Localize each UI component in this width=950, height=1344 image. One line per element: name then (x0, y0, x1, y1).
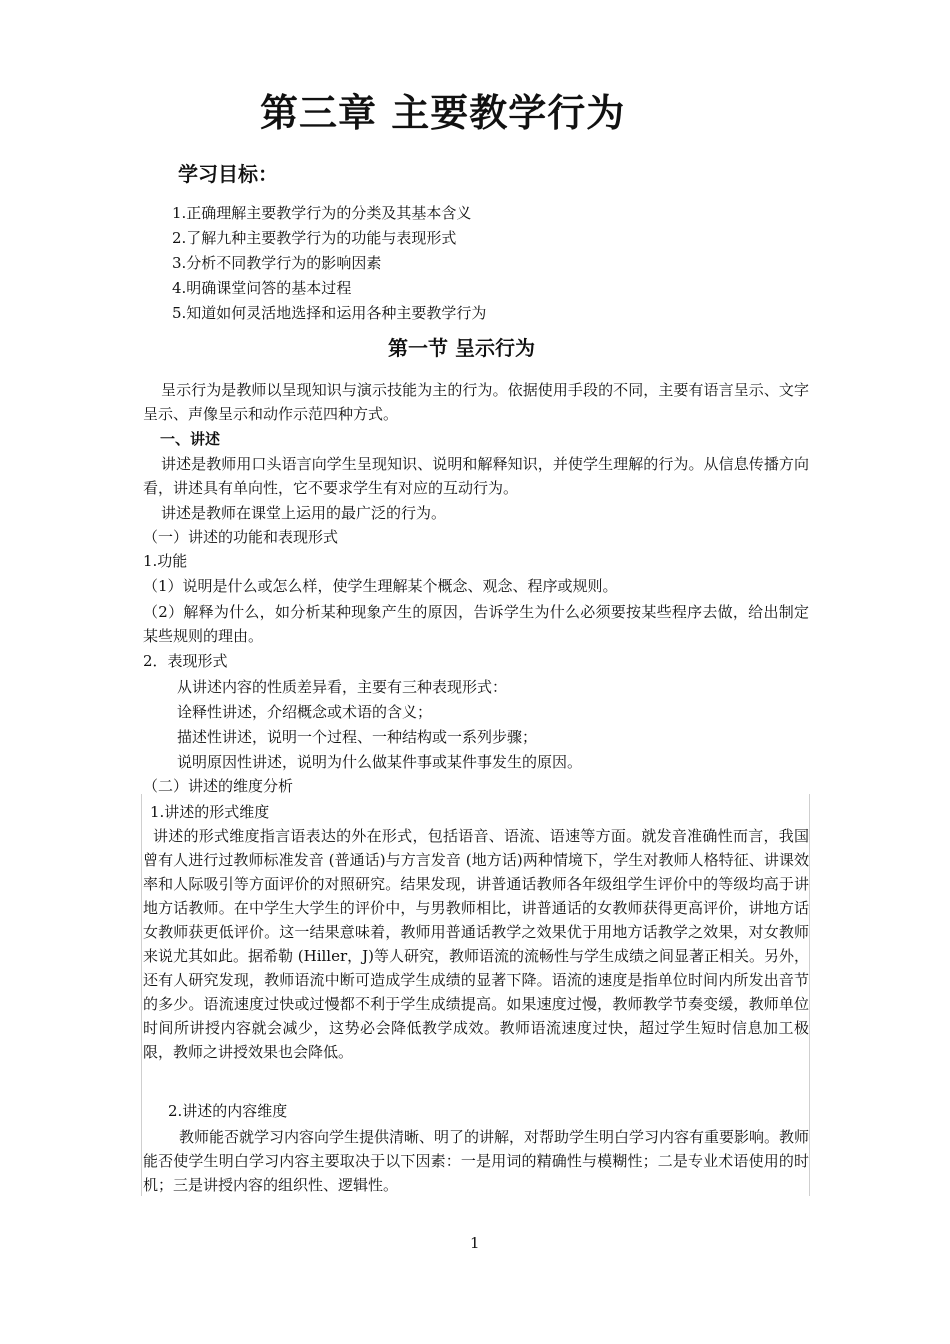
form-heading: 2．表现形式 (143, 652, 228, 670)
objective-item: 5.知道如何灵活地选择和运用各种主要教学行为 (172, 304, 487, 322)
form-item: 说明原因性讲述，说明为什么做某件事或某件事发生的原因。 (177, 753, 583, 771)
objectives-heading: 学习目标： (178, 162, 278, 186)
chapter-title: 第三章 主要教学行为 (260, 91, 626, 135)
page-number: 1 (470, 1234, 480, 1252)
subsection-heading: （一）讲述的功能和表现形式 (143, 528, 339, 546)
lecture-definition: 讲述是教师用口头语言向学生呈现知识、说明和解释知识，并使学生理解的行为。从信息传播方向看，讲述具有单向性，它不要求学生有对应的互动行为。 (143, 455, 809, 497)
section-title: 第一节 呈示行为 (388, 336, 535, 360)
dimension-paragraph: 讲述的形式维度指言语表达的外在形式，包括语音、语流、语速等方面。就发音准确性而言，我国曾有人进行过教师标准发音 (普通话)与方言发音 (地方话)两种情境下，学生对教师人格特征、讲课效率和人际吸引等方面评价的对照研究。结果发现，讲普通话教师各年级组学生评价中的等级均高于讲地方话教师。在中学生大学生的评价中，与男教师相比，讲普通话的女教师获得更高评价，讲地方话女教师获更低评价。这一结果意味着，教师用普通话教学之效果优于用地方话教学之效果，对女教师来说尤其如此。据希勒 (Hiller，J)等人研究，教师语流的流畅性与学生成绩之间显著正相关。另外，还有人研究发现，教师语流中断可造成学生成绩的显著下降。语流的速度是指单位时间内所发出音节的多少。语流速度过快或过慢都不利于学生成绩提高。如果速度过慢，教师教学节奏变缓，教师单位时间所讲授内容就会减少，这势必会降低教学成效。教师语流速度过快，超过学生短时信息加工极限，教师之讲授效果也会降低。 (143, 827, 810, 1061)
objective-item: 3.分析不同教学行为的影响因素 (172, 254, 382, 272)
objective-item: 2.了解九种主要教学行为的功能与表现形式 (172, 229, 457, 247)
function-item: （2）解释为什么，如分析某种现象产生的原因，告诉学生为什么必须要按某些程序去做，给出制定某些规则的理由。 (143, 603, 809, 645)
lecture-common: 讲述是教师在课堂上运用的最广泛的行为。 (161, 504, 447, 522)
subsection-heading: （二）讲述的维度分析 (143, 777, 294, 795)
lecture-heading: 一、讲述 (160, 430, 221, 448)
intro-paragraph: 呈示行为是教师以呈现知识与演示技能为主的行为。依据使用手段的不同，主要有语言呈示、文字呈示、声像呈示和动作示范四种方式。 (143, 381, 809, 423)
form-item: 诠释性讲述，介绍概念或术语的含义； (177, 703, 433, 721)
objective-item: 1.正确理解主要教学行为的分类及其基本含义 (172, 204, 472, 222)
form-intro: 从讲述内容的性质差异看，主要有三种表现形式： (177, 678, 508, 696)
dimension-paragraph: 教师能否就学习内容向学生提供清晰、明了的讲解，对帮助学生明白学习内容有重要影响。教师能否使学生明白学习内容主要取决于以下因素：一是用词的精确性与模糊性；二是专业术语使用的时机；三是讲授内容的组织性、逻辑性。 (143, 1128, 810, 1194)
objective-item: 4.明确课堂问答的基本过程 (172, 279, 352, 297)
dimension-heading: 1.讲述的形式维度 (150, 803, 270, 821)
function-item: （1）说明是什么或怎么样，使学生理解某个概念、观念、程序或规则。 (143, 577, 618, 595)
function-heading: 1.功能 (143, 552, 188, 570)
dimension-heading: 2.讲述的内容维度 (168, 1102, 288, 1120)
form-item: 描述性讲述，说明一个过程、一种结构或一系列步骤； (177, 728, 538, 746)
